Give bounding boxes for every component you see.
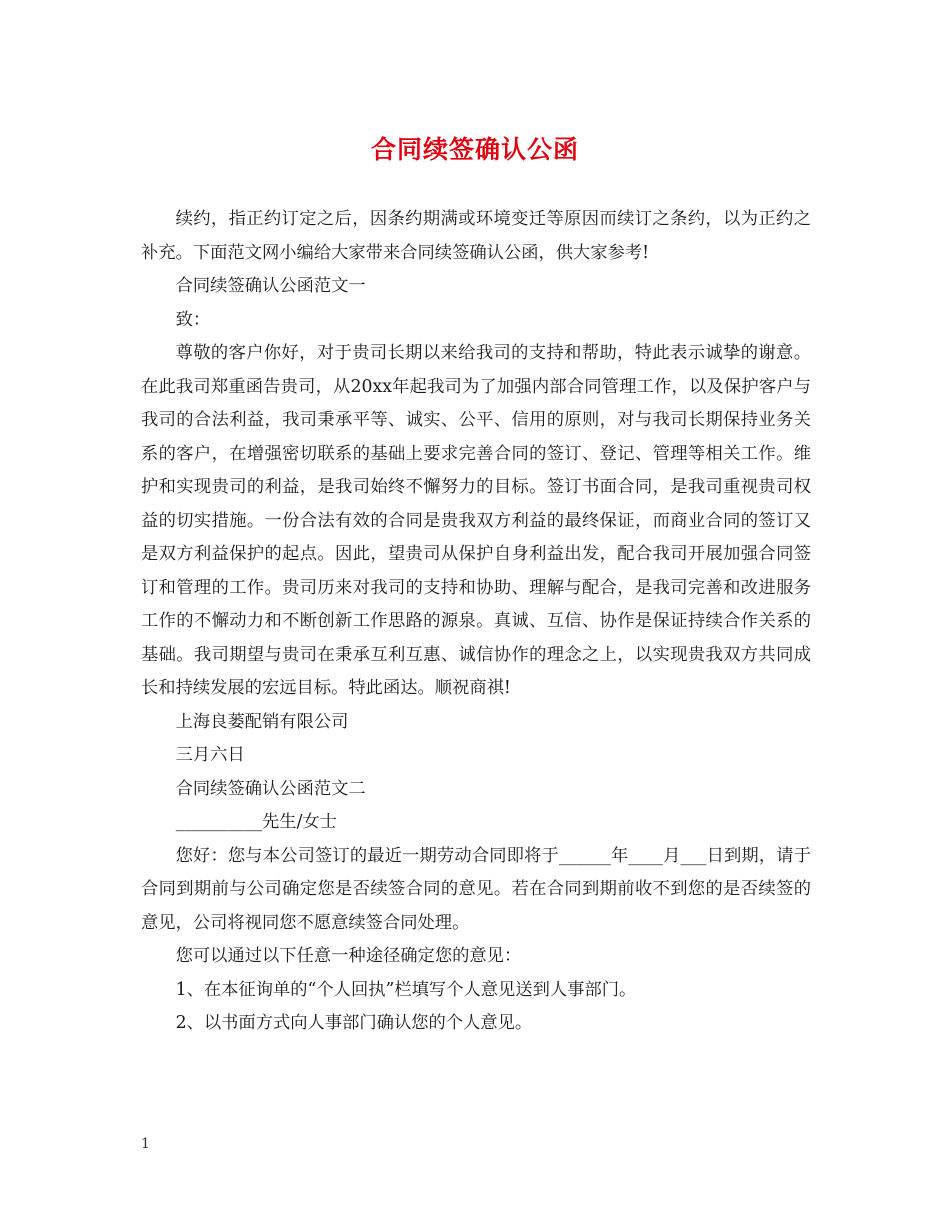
paragraph-sample-one-heading: 合同续签确认公函范文一 (175, 276, 366, 296)
paragraph-company-signature: 上海良蒌配销有限公司 (175, 711, 349, 732)
paragraph-intro: 续约，指正约订定之后，因条约期满或环境变迁等原因而续订之条约，以为正约之补充。下面范文网小编给大家带来合同续签确认公函，供大家参考! (141, 209, 811, 263)
page-title: 合同续签确认公函 (370, 135, 579, 164)
paragraph-option-one: 1、在本征询单的“个人回执”栏填写个人意见送到人事部门。 (175, 979, 637, 1000)
paragraph-salutation: 致： (175, 309, 211, 330)
page-number: 1 (141, 1136, 150, 1152)
paragraph-option-two: 2、以书面方式向人事部门确认您的个人意见。 (175, 1013, 533, 1033)
paragraph-date: 三月六日 (175, 745, 245, 765)
document-body (141, 203, 811, 1041)
paragraph-sample-two-heading: 合同续签确认公函范文二 (175, 778, 366, 799)
paragraph-letter-body: 尊敬的客户你好，对于贵司长期以来给我司的支持和帮助，特此表示诚挚的谢意。在此我司郑重函告贵司，从20xx年起我司为了加强内部合同管理工作，以及保护客户与我司的合法利益，我司秉承平等、诚实、公平、信用的原则，对与我司长期保持业务关系的客户，在增强密切联系的基础上要求完善合同的签订、登记、管理等相关工作。维护和实现贵司的利益，是我司始终不懈努力的目标。签订书面合同，是我司重视贵司权益的切实措施。一份合法有效的合同是贵我双方利益的最终保证，而商业合同的签订又是双方利益保护的起点。因此，望贵司从保护自身利益出发，配合我司开展加强合同签订和管理的工作。贵司历来对我司的支持和协助、理解与配合，是我司完善和改进服务工作的不懈动力和不断创新工作思路的源泉。真诚、互信、协作是保证持续合作关系的基础。我司期望与贵司在秉承互利互惠、诚信协作的理念之上，以实现贵我双方共同成长和持续发展的宏远目标。特此函达。顺祝商祺! (141, 343, 811, 698)
paragraph-addressee: __________先生/女士 (175, 812, 337, 832)
paragraph-notice-body: 您好：您与本公司签订的最近一期劳动合同即将于______年____月___日到期，请于合同到期前与公司确定您是否续签合同的意见。若在合同到期前收不到您的是否续签的意见，公司将视同您不愿意续签合同处理。 (141, 845, 811, 933)
paragraph-options-intro: 您可以通过以下任意一种途径确定您的意见： (175, 946, 522, 966)
